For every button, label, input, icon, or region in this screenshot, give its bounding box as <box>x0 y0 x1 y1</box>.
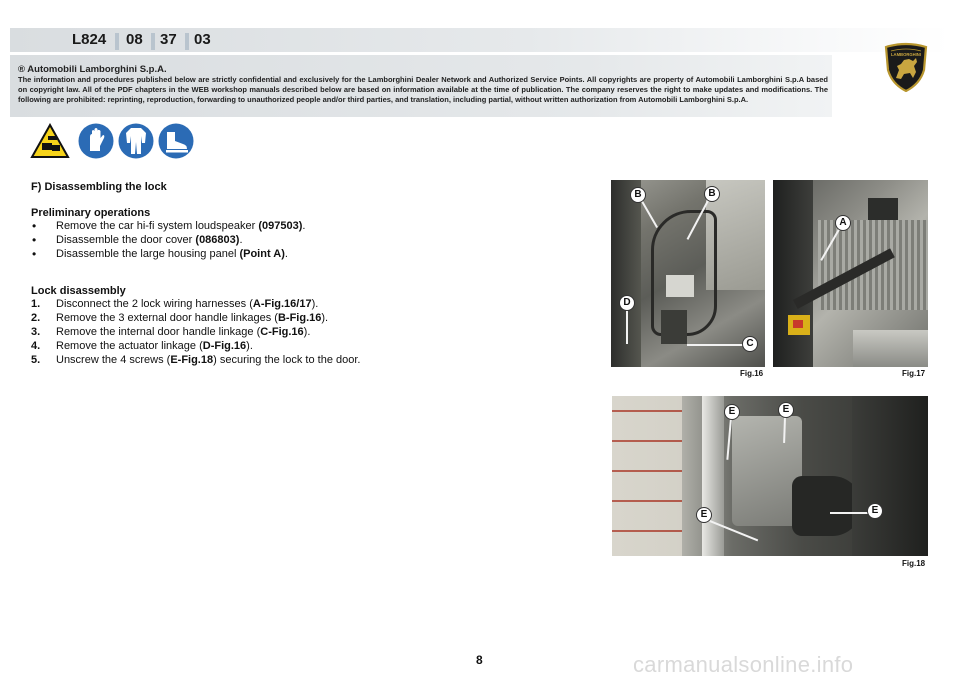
protective-gloves-icon <box>78 123 114 159</box>
callout-e: E <box>778 402 794 418</box>
step-text: ). <box>321 312 329 324</box>
code-separator <box>151 33 155 50</box>
step-text: ). <box>246 340 253 352</box>
fig18-photo <box>612 396 928 556</box>
callout-e: E <box>696 507 712 523</box>
lock-disassembly-heading: Lock disassembly <box>31 285 126 297</box>
callout-e: E <box>867 503 883 519</box>
leader-line <box>627 310 629 344</box>
section-code: 03 <box>194 31 211 48</box>
item-text: Remove the car hi-fi system loudspeaker <box>56 220 259 232</box>
bullet-icon: • <box>32 219 37 233</box>
group-code: 08 <box>126 31 143 48</box>
item-code: (097503) <box>258 220 303 232</box>
section-title: F) Disassembling the lock <box>31 181 167 193</box>
step-number: 4. <box>31 340 41 352</box>
step-number: 3. <box>31 326 41 338</box>
step-text: Remove the actuator linkage ( <box>56 340 203 352</box>
leader-line <box>830 512 870 514</box>
step-ref: B-Fig.16 <box>277 312 322 324</box>
callout-e: E <box>724 404 740 420</box>
bullet-icon: • <box>32 233 37 247</box>
page-number: 8 <box>476 653 483 667</box>
step-text: Remove the 3 external door handle linkages ( <box>56 312 278 324</box>
item-code: (086803) <box>195 234 240 246</box>
code-separator <box>115 33 119 50</box>
code-separator <box>185 33 189 50</box>
item-code: (Point A) <box>239 248 285 260</box>
manual-code: L824 <box>72 31 107 48</box>
fig18-caption: Fig.18 <box>902 559 926 568</box>
step-text: Unscrew the 4 screws ( <box>56 354 171 366</box>
company-name: ® Automobili Lamborghini S.p.A. <box>18 64 167 75</box>
step-text: ) securing the lock to the door. <box>213 354 361 366</box>
item-text: . <box>284 248 288 260</box>
step-ref: D-Fig.16 <box>202 340 247 352</box>
step-text: Remove the internal door handle linkage ( <box>56 326 261 338</box>
callout-d: D <box>619 295 635 311</box>
item-text: . <box>239 234 243 246</box>
callout-c: C <box>742 336 758 352</box>
item-text: Disassemble the large housing panel <box>56 248 240 260</box>
hand-crush-warning-icon <box>30 123 70 159</box>
lamborghini-logo-icon <box>882 42 930 92</box>
disclaimer-text: The information and procedures published below are strictly confidential and exclusively for the Lamborghini Dealer Network and Authorized Service Points. All copyrights are property of Automobili Lamborghini S.p.A based on copyright law. All of the PDF chapters in the WEB workshop manuals described below are based on information available at the time of publication. The company reserves the right to make updates and modifications. The following are prohibited: reprinting, reproduction, forwarding to unauthorized people and/or third parties, and translation, including partial, without written authorization from Automobili Lamborghini S.p.A. <box>18 75 828 104</box>
step-ref: A-Fig.16/17 <box>252 298 312 310</box>
callout-b: B <box>630 187 646 203</box>
step-text: Disconnect the 2 lock wiring harnesses ( <box>56 298 253 310</box>
fig17-photo <box>773 180 928 367</box>
fig16-caption: Fig.16 <box>740 369 764 378</box>
preliminary-heading: Preliminary operations <box>31 207 151 219</box>
subgroup-code: 37 <box>160 31 177 48</box>
step-ref: C-Fig.16 <box>260 326 304 338</box>
protective-overalls-icon <box>118 123 154 159</box>
bullet-icon: • <box>32 247 37 261</box>
leader-line <box>687 344 744 346</box>
watermark-text: carmanualsonline.info <box>633 652 854 677</box>
safety-shoes-icon <box>158 123 194 159</box>
step-ref: E-Fig.18 <box>170 354 214 366</box>
step-text: ). <box>311 298 319 310</box>
logo-text: LAMBORGHINI <box>890 52 922 57</box>
fig16-photo <box>611 180 765 367</box>
step-number: 1. <box>31 298 41 310</box>
step-text: ). <box>303 326 311 338</box>
step-number: 5. <box>31 354 41 366</box>
item-text: Disassemble the door cover <box>56 234 196 246</box>
item-text: . <box>302 220 306 232</box>
fig17-caption: Fig.17 <box>902 369 926 378</box>
step-number: 2. <box>31 312 41 324</box>
callout-b: B <box>704 186 720 202</box>
callout-a: A <box>835 215 851 231</box>
